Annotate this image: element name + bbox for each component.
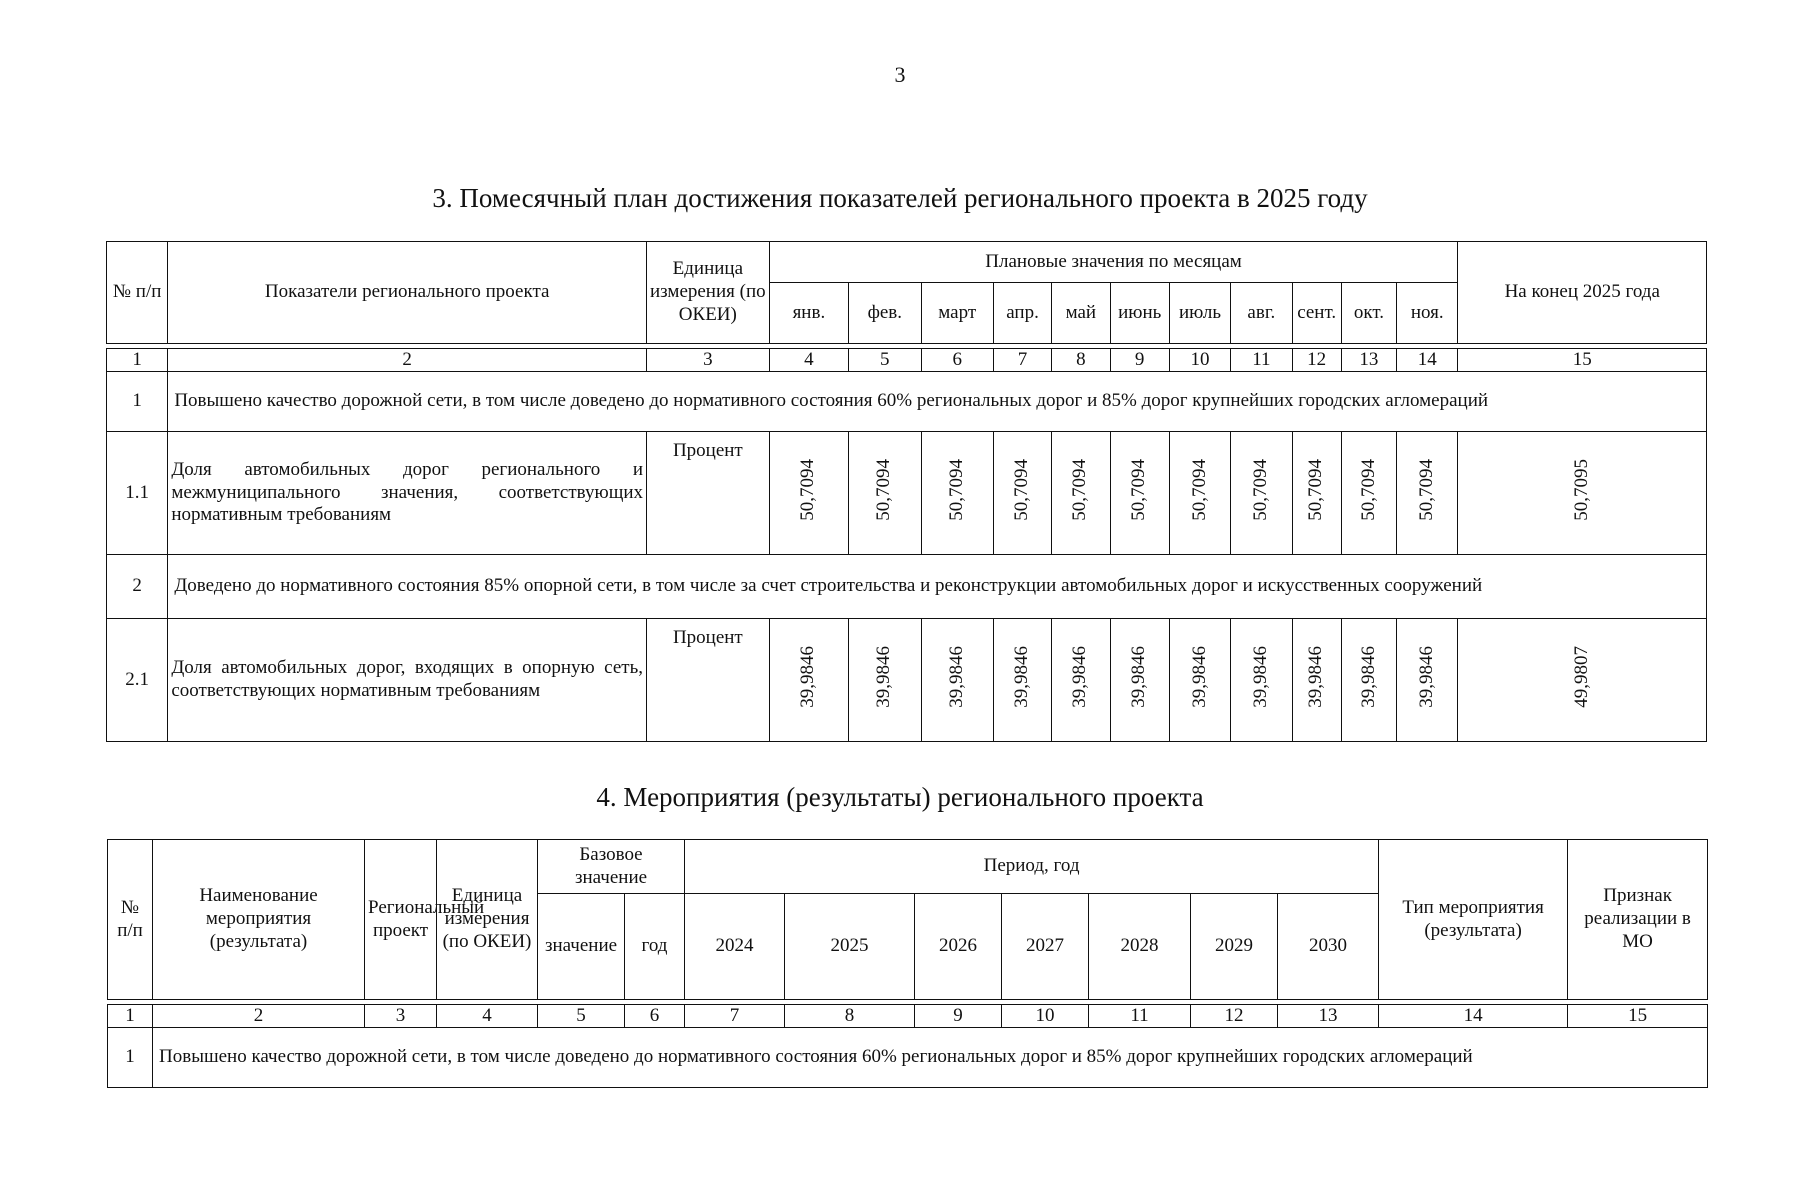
indicator-name: Доля автомобильных дорог регионального и межмуниципального значения, соответствующих нормативным требованиям (168, 432, 647, 555)
column-number: 5 (849, 349, 921, 372)
column-number: 6 (921, 349, 993, 372)
monthly-value: 50,7094 (1011, 458, 1033, 521)
indicator-row (107, 619, 1707, 742)
group-row (107, 555, 1707, 619)
header-year: 2029 (1191, 894, 1278, 1000)
monthly-value: 39,9846 (945, 645, 967, 708)
header-base-value: Базовое значение (538, 840, 685, 894)
monthly-value: 50,7094 (1128, 458, 1150, 521)
column-number: 11 (1231, 349, 1292, 372)
monthly-value: 39,9846 (1069, 645, 1091, 708)
header-no: № п/п (108, 840, 153, 1000)
group-number: 1 (108, 1028, 153, 1088)
column-number: 10 (1169, 349, 1230, 372)
header-month: фев. (849, 283, 921, 344)
column-number: 8 (1052, 349, 1110, 372)
header-year: 2024 (685, 894, 785, 1000)
group-number: 2 (107, 555, 168, 619)
monthly-value: 50,7094 (797, 458, 819, 521)
column-number-row (108, 1005, 1708, 1028)
monthly-value: 50,7094 (1069, 458, 1091, 521)
header-base-value-value: значение (538, 894, 625, 1000)
header-mo-flag: Признак реализации в МО (1568, 840, 1708, 1000)
header-month: окт. (1341, 283, 1396, 344)
column-number: 9 (915, 1005, 1002, 1028)
column-number: 3 (365, 1005, 437, 1028)
header-month: авг. (1231, 283, 1292, 344)
page-number: 3 (894, 62, 906, 87)
monthly-value: 50,7094 (873, 458, 895, 521)
monthly-value: 39,9846 (1415, 645, 1437, 708)
header-unit: Единица измерения (по ОКЕИ) (437, 840, 538, 1000)
monthly-value: 50,7094 (1249, 458, 1271, 521)
monthly-value: 39,9846 (1011, 645, 1033, 708)
column-number: 4 (437, 1005, 538, 1028)
header-month: ноя. (1397, 283, 1458, 344)
monthly-value: 39,9846 (1357, 645, 1379, 708)
column-number: 13 (1341, 349, 1396, 372)
column-number: 8 (785, 1005, 915, 1028)
header-year: 2026 (915, 894, 1002, 1000)
indicator-row (107, 432, 1707, 555)
header-activity-name: Наименование мероприятия (результата) (153, 840, 365, 1000)
monthly-plan-table (106, 241, 1707, 742)
column-number: 3 (647, 349, 770, 372)
header-year: 2028 (1089, 894, 1191, 1000)
monthly-value: 50,7094 (945, 458, 967, 521)
column-number: 2 (168, 349, 647, 372)
column-number: 4 (769, 349, 848, 372)
monthly-value: 39,9846 (797, 645, 819, 708)
monthly-value: 50,7094 (1305, 458, 1327, 521)
indicator-unit: Процент (647, 619, 770, 742)
monthly-value: 50,7094 (1357, 458, 1379, 521)
column-number: 2 (153, 1005, 365, 1028)
section-4-title: 4. Мероприятия (результаты) регионального проекта (596, 782, 1204, 812)
monthly-value: 50,7094 (1188, 458, 1210, 521)
monthly-value: 39,9846 (1305, 645, 1327, 708)
monthly-value: 39,9846 (1188, 645, 1210, 708)
header-month: май (1052, 283, 1110, 344)
row-number: 1.1 (107, 432, 168, 555)
column-number: 13 (1278, 1005, 1379, 1028)
header-activity-type: Тип мероприятия (результата) (1379, 840, 1568, 1000)
section-3-title: 3. Помесячный план достижения показателей регионального проекта в 2025 году (432, 183, 1368, 213)
group-number: 1 (107, 372, 168, 432)
end-of-year-value: 50,7095 (1570, 458, 1592, 521)
column-number: 14 (1397, 349, 1458, 372)
activities-table (107, 839, 1708, 1088)
indicator-name: Доля автомобильных дорог, входящих в опорную сеть, соответствующих нормативным требованиям (168, 619, 647, 742)
group-title: Повышено качество дорожной сети, в том числе доведено до нормативного состояния 60% региональных дорог и 85% дорог крупнейших городских агломераций (153, 1028, 1708, 1088)
indicator-unit: Процент (647, 432, 770, 555)
group-row (107, 372, 1707, 432)
header-month: июль (1169, 283, 1230, 344)
group-title: Повышено качество дорожной сети, в том числе доведено до нормативного состояния 60% региональных дорог и 85% дорог крупнейших городских агломераций (168, 372, 1707, 432)
column-number: 12 (1292, 349, 1341, 372)
column-number: 12 (1191, 1005, 1278, 1028)
column-number: 15 (1568, 1005, 1708, 1028)
monthly-value: 50,7094 (1415, 458, 1437, 521)
header-year: 2027 (1002, 894, 1089, 1000)
group-row (108, 1028, 1708, 1088)
end-of-year-value: 49,9807 (1570, 645, 1592, 708)
column-number: 5 (538, 1005, 625, 1028)
monthly-value: 39,9846 (1249, 645, 1271, 708)
header-monthly: Плановые значения по месяцам (769, 242, 1458, 283)
column-number: 6 (625, 1005, 685, 1028)
header-no: № п/п (107, 242, 168, 344)
header-year: 2025 (785, 894, 915, 1000)
header-year: 2030 (1278, 894, 1379, 1000)
column-number: 14 (1379, 1005, 1568, 1028)
header-month: июнь (1110, 283, 1169, 344)
monthly-value: 39,9846 (1128, 645, 1150, 708)
header-month: янв. (769, 283, 848, 344)
header-end-of-year: На конец 2025 года (1458, 242, 1707, 344)
header-month: март (921, 283, 993, 344)
column-number: 9 (1110, 349, 1169, 372)
column-number: 11 (1089, 1005, 1191, 1028)
column-number: 1 (107, 349, 168, 372)
header-regional-project: Региональный проект (365, 840, 437, 1000)
header-period: Период, год (685, 840, 1379, 894)
header-base-value-year: год (625, 894, 685, 1000)
monthly-value: 39,9846 (873, 645, 895, 708)
column-number: 7 (993, 349, 1051, 372)
column-number: 7 (685, 1005, 785, 1028)
header-indicator: Показатели регионального проекта (168, 242, 647, 344)
column-number-row (107, 349, 1707, 372)
column-number: 10 (1002, 1005, 1089, 1028)
header-unit: Единица измерения (по ОКЕИ) (647, 242, 770, 344)
header-month: апр. (993, 283, 1051, 344)
row-number: 2.1 (107, 619, 168, 742)
column-number: 15 (1458, 349, 1707, 372)
header-month: сент. (1292, 283, 1341, 344)
column-number: 1 (108, 1005, 153, 1028)
group-title: Доведено до нормативного состояния 85% опорной сети, в том числе за счет строительства и реконструкции автомобильных дорог и искусственных сооружений (168, 555, 1707, 619)
